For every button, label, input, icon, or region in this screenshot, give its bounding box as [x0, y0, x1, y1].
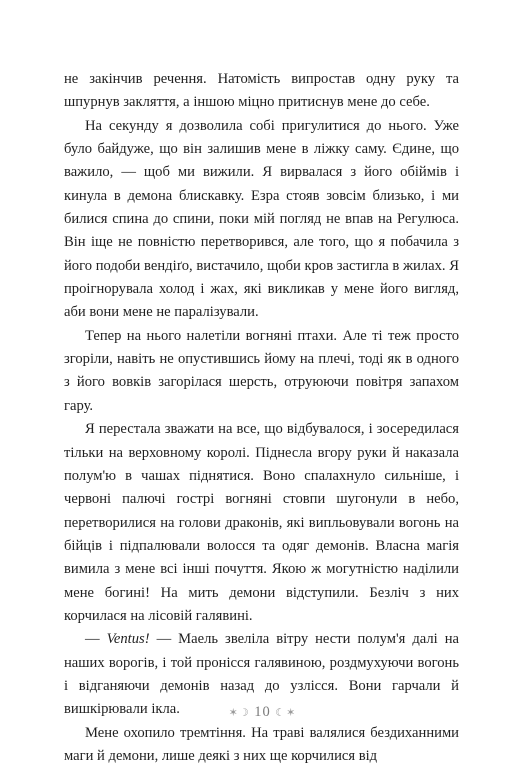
paragraph-2: На секунду я дозволила собі пригулитися до нього. Уже було байдуже, що він залишив мене в ліжку саму. Єдине, що важило, — щоб ми вижили. Я вирвалася з його обіймів і кинула в демона блискавку. Езра стояв зовсім близько, і ми билися спина до спини, поки мій погляд не впав на Регулюса. Він іще не повністю перетворився, але того, що я побачила з його подоби вендіґо, вистачило, щоби кров застигла в жилах. Я проігнорувала холод і жах, які викликав у мене його вигляд, аби вони мене не паралізували. [64, 117, 459, 321]
moon-star-ornament-left-icon: ✶☽ [228, 707, 250, 719]
paragraph-3: Тепер на нього налетіли вогняні птахи. Але ті теж просто згоріли, навіть не опустившись йому на плечі, тоді як в одного з його вовків загорілася шерсть, отруюючи повітря запахом гару. [64, 327, 459, 414]
text-block [64, 68, 459, 768]
moon-star-ornament-right-icon: ☾✶ [275, 707, 297, 719]
paragraph-5-text: — Маель звеліла вітру нести полум'я далі на наших ворогів, і той пронісся галявиною, роздмухуючи вогонь і відганяючи демонів назад до узлісся. Вони гарчали й вишкірювали ікла. [64, 631, 459, 718]
paragraph-4: Я перестала зважати на все, що відбувалося, і зосередилася тільки на верховному королі. Піднесла вгору руки й наказала полум'ю в чашах піднятися. Воно спалахнуло сильніше, і червоні палючі гострі вогняні стовпи шугонули в небо, перетворилися на голови драконів, які випльовували вогонь на бійців і підпалювали волосся та одяг демонів. Власна магія вимила з мене всі інші почуття. Якою ж могутністю наділили мене богині! На мить демони відступили. Безліч з них корчилася на лісовій галявині. [64, 421, 459, 624]
page-footer [0, 704, 525, 721]
paragraph-6: Мене охопило тремтіння. На траві валялися бездиханними маги й демони, лише деякі з них ще корчилися від [64, 724, 459, 764]
dialogue-dash: — [85, 631, 107, 648]
spell-word: Ventus! [106, 631, 150, 648]
page-number: 10 [254, 704, 271, 720]
paragraph-1: не закінчив речення. Натомість випростав одну руку та шпурнув закляття, а іншою міцно притиснув мене до себе. [64, 71, 459, 111]
